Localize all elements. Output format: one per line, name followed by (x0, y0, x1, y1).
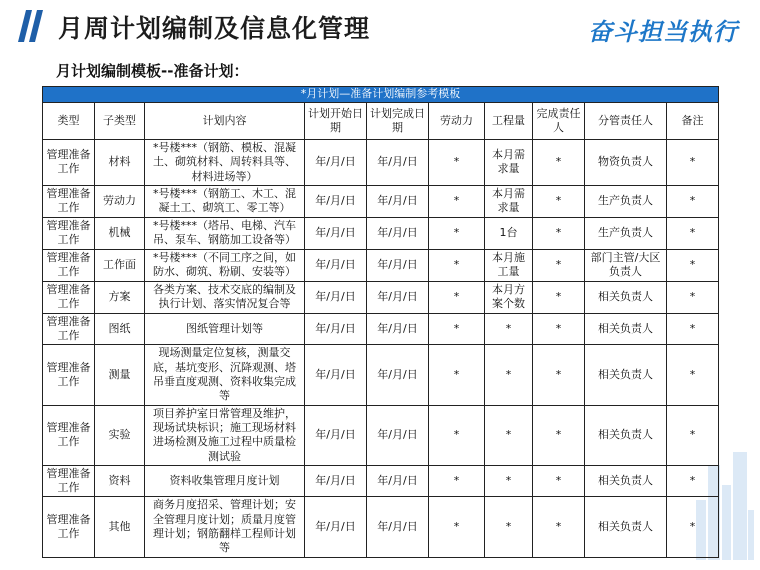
cell-subtype: 测量 (95, 345, 145, 405)
cell-manager: 物资负责人 (585, 140, 667, 186)
table-banner: *月计划—准备计划编制参考模板 (43, 87, 719, 103)
cell-labor: * (429, 249, 485, 281)
table-row (43, 465, 719, 497)
cell-type: 管理准备工作 (43, 465, 95, 497)
cell-owner: * (533, 405, 585, 465)
cell-type: 管理准备工作 (43, 217, 95, 249)
column-header: 劳动力 (429, 103, 485, 140)
slogan-logo: 奋斗担当执行 (588, 17, 738, 46)
cell-content: *号楼***（钢筋、模板、混凝土、砌筑材料、周转料具等、材料进场等） (145, 140, 305, 186)
cell-content: 各类方案、技术交底的编制及执行计划、落实情况复合等 (145, 281, 305, 313)
cell-subtype: 机械 (95, 217, 145, 249)
cell-quantity: * (485, 313, 533, 345)
cell-owner: * (533, 249, 585, 281)
cell-subtype: 其他 (95, 497, 145, 557)
table-header-row (43, 103, 719, 140)
cell-note: * (667, 249, 719, 281)
page-title: 月周计划编制及信息化管理 (58, 14, 371, 43)
cell-start: 年/月/日 (305, 465, 367, 497)
slide-header (0, 0, 760, 56)
cell-note: * (667, 497, 719, 557)
cell-type: 管理准备工作 (43, 345, 95, 405)
cell-note: * (667, 281, 719, 313)
cell-subtype: 实验 (95, 405, 145, 465)
cell-start: 年/月/日 (305, 281, 367, 313)
cell-labor: * (429, 281, 485, 313)
cell-manager: 相关负责人 (585, 281, 667, 313)
cell-manager: 相关负责人 (585, 405, 667, 465)
cell-manager: 部门主管/大区负责人 (585, 249, 667, 281)
column-header: 工程量 (485, 103, 533, 140)
cell-note: * (667, 185, 719, 217)
table-row (43, 281, 719, 313)
cell-content: 图纸管理计划等 (145, 313, 305, 345)
cell-start: 年/月/日 (305, 345, 367, 405)
cell-manager: 相关负责人 (585, 497, 667, 557)
table-row (43, 313, 719, 345)
cell-start: 年/月/日 (305, 140, 367, 186)
title-slash-decoration (22, 10, 44, 46)
cell-manager: 相关负责人 (585, 313, 667, 345)
cell-end: 年/月/日 (367, 405, 429, 465)
cell-start: 年/月/日 (305, 497, 367, 557)
cell-owner: * (533, 345, 585, 405)
cell-labor: * (429, 345, 485, 405)
cell-content: 项目养护室日常管理及维护，现场试块标识；施工现场材料进场检测及施工过程中质量检测试验 (145, 405, 305, 465)
section-subtitle: 月计划编制模板--准备计划： (56, 62, 249, 80)
cell-note: * (667, 313, 719, 345)
cell-subtype: 材料 (95, 140, 145, 186)
cell-quantity: * (485, 405, 533, 465)
column-header: 子类型 (95, 103, 145, 140)
column-header: 分管责任人 (585, 103, 667, 140)
cell-subtype: 资料 (95, 465, 145, 497)
cell-start: 年/月/日 (305, 249, 367, 281)
cell-manager: 相关负责人 (585, 465, 667, 497)
cell-end: 年/月/日 (367, 465, 429, 497)
cell-start: 年/月/日 (305, 185, 367, 217)
cell-subtype: 方案 (95, 281, 145, 313)
cell-manager: 生产负责人 (585, 185, 667, 217)
cell-manager: 相关负责人 (585, 345, 667, 405)
cell-content: 资料收集管理月度计划 (145, 465, 305, 497)
cell-type: 管理准备工作 (43, 249, 95, 281)
cell-owner: * (533, 217, 585, 249)
cell-quantity: * (485, 345, 533, 405)
cell-start: 年/月/日 (305, 217, 367, 249)
cell-quantity: 1台 (485, 217, 533, 249)
cell-quantity: 本月需求量 (485, 185, 533, 217)
column-header: 完成责任人 (533, 103, 585, 140)
cell-labor: * (429, 217, 485, 249)
cell-labor: * (429, 140, 485, 186)
cell-note: * (667, 465, 719, 497)
cell-end: 年/月/日 (367, 281, 429, 313)
cell-quantity: * (485, 497, 533, 557)
cell-end: 年/月/日 (367, 345, 429, 405)
cell-start: 年/月/日 (305, 405, 367, 465)
cell-subtype: 工作面 (95, 249, 145, 281)
cell-subtype: 劳动力 (95, 185, 145, 217)
cell-quantity: 本月方案个数 (485, 281, 533, 313)
cell-owner: * (533, 185, 585, 217)
cell-end: 年/月/日 (367, 497, 429, 557)
cell-labor: * (429, 405, 485, 465)
table-row (43, 249, 719, 281)
table-row (43, 217, 719, 249)
column-header: 计划开始日期 (305, 103, 367, 140)
cell-labor: * (429, 497, 485, 557)
cell-content: *号楼***（塔吊、电梯、汽车吊、泵车、钢筋加工设备等） (145, 217, 305, 249)
cell-owner: * (533, 281, 585, 313)
cell-type: 管理准备工作 (43, 185, 95, 217)
cell-start: 年/月/日 (305, 313, 367, 345)
cell-end: 年/月/日 (367, 185, 429, 217)
cell-labor: * (429, 313, 485, 345)
cell-note: * (667, 140, 719, 186)
cell-end: 年/月/日 (367, 140, 429, 186)
cell-manager: 生产负责人 (585, 217, 667, 249)
cell-owner: * (533, 497, 585, 557)
cell-quantity: 本月施工量 (485, 249, 533, 281)
cell-note: * (667, 405, 719, 465)
cell-end: 年/月/日 (367, 313, 429, 345)
table-row (43, 345, 719, 405)
cell-labor: * (429, 185, 485, 217)
cell-owner: * (533, 465, 585, 497)
column-header: 计划内容 (145, 103, 305, 140)
cell-labor: * (429, 465, 485, 497)
table-row (43, 405, 719, 465)
column-header: 计划完成日期 (367, 103, 429, 140)
cell-type: 管理准备工作 (43, 497, 95, 557)
cell-content: 商务月度招采、管理计划；安全管理月度计划；质量月度管理计划；钢筋翻样工程师计划等 (145, 497, 305, 557)
cell-end: 年/月/日 (367, 249, 429, 281)
table-row (43, 185, 719, 217)
column-header: 类型 (43, 103, 95, 140)
column-header: 备注 (667, 103, 719, 140)
cell-end: 年/月/日 (367, 217, 429, 249)
cell-note: * (667, 345, 719, 405)
plan-template-table (42, 86, 719, 558)
cell-type: 管理准备工作 (43, 281, 95, 313)
cell-type: 管理准备工作 (43, 405, 95, 465)
cell-type: 管理准备工作 (43, 140, 95, 186)
cell-note: * (667, 217, 719, 249)
table-row (43, 140, 719, 186)
cell-type: 管理准备工作 (43, 313, 95, 345)
cell-owner: * (533, 140, 585, 186)
cell-quantity: * (485, 465, 533, 497)
cell-quantity: 本月需求量 (485, 140, 533, 186)
cell-content: 现场测量定位复核，测量交底，基坑变形、沉降观测、塔吊垂直度观测、资料收集完成等 (145, 345, 305, 405)
cell-subtype: 图纸 (95, 313, 145, 345)
table-row (43, 497, 719, 557)
cell-content: *号楼***（钢筋工、木工、混凝土工、砌筑工、零工等） (145, 185, 305, 217)
cell-content: *号楼***（不同工序之间，如防水、砌筑、粉刷、安装等） (145, 249, 305, 281)
cell-owner: * (533, 313, 585, 345)
